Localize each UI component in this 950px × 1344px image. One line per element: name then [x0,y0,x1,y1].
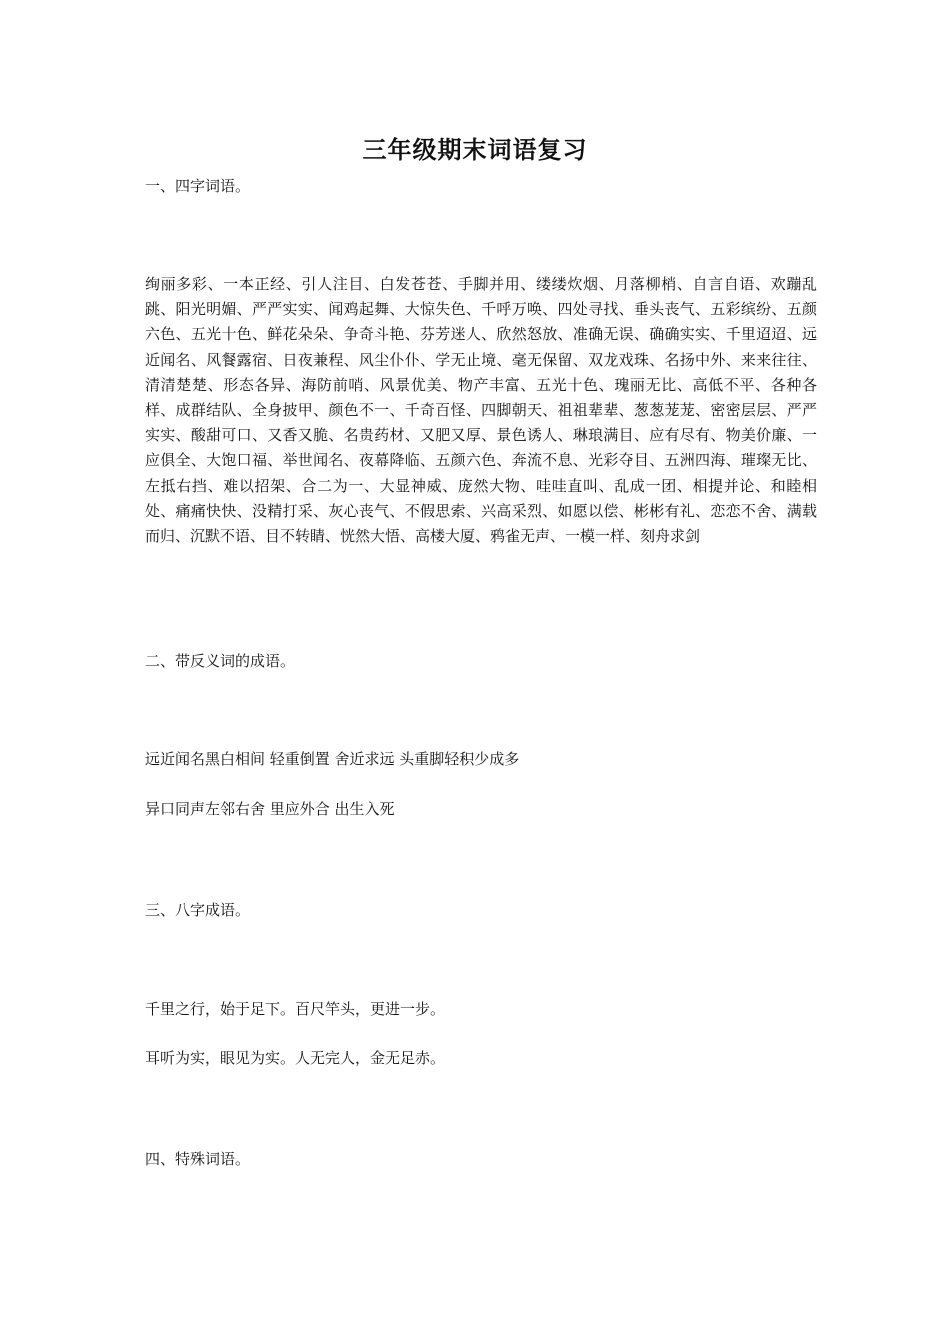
section-heading-four-char-words: 一、四字词语。 [145,177,251,195]
section-heading-antonym-idioms: 二、带反义词的成语。 [145,652,296,670]
eight-char-idioms-line-2: 耳听为实，眼见为实。人无完人，金无足赤。 [145,1049,446,1067]
antonym-idioms-line-1: 远近闻名黑白相间 轻重倒置 舍近求远 头重脚轻积少成多 [145,750,520,768]
antonym-idioms-line-2: 异口同声左邻右舍 里应外合 出生入死 [145,800,395,818]
section-heading-special-words: 四、特殊词语。 [145,1150,251,1168]
four-char-words-paragraph: 绚丽多彩、一本正经、引人注目、白发苍苍、手脚并用、缕缕炊烟、月落柳梢、自言自语、欢蹦乱跳、阳光明媚、严严实实、闻鸡起舞、大惊失色、千呼万唤、四处寻找、垂头丧气、五彩缤纷、五颜六色、五光十色、鲜花朵朵、争奇斗艳、芬芳迷人、欣然怒放、准确无误、确确实实、千里迢迢、远近闻名、风餐露宿、日夜兼程、风尘仆仆、学无止境、毫无保留、双龙戏珠、名扬中外、来来往往、清清楚楚、形态各异、海防前哨、风景优美、物产丰富、五光十色、瑰丽无比、高低不平、各种各样、成群结队、全身披甲、颜色不一、千奇百怪、四脚朝天、祖祖辈辈、葱葱茏茏、密密层层、严严实实、酸甜可口、又香又脆、名贵药材、又肥又厚、景色诱人、琳琅满目、应有尽有、物美价廉、一应俱全、大饱口福、举世闻名、夜幕降临、五颜六色、奔流不息、光彩夺目、五洲四海、璀璨无比、左抵右挡、难以招架、合二为一、大显神威、庞然大物、哇哇直叫、乱成一团、相提并论、和睦相处、痛痛快快、没精打采、灰心丧气、不假思索、兴高采烈、如愿以偿、彬彬有礼、恋恋不舍、满载而归、沉默不语、目不转睛、恍然大悟、高楼大厦、鸦雀无声、一模一样、刻舟求剑 [145,275,817,546]
page-title: 三年级期末词语复习 [362,135,588,164]
eight-char-idioms-line-1: 千里之行，始于足下。百尺竿头，更进一步。 [145,1000,446,1018]
section-heading-eight-char-idioms: 三、八字成语。 [145,901,251,919]
